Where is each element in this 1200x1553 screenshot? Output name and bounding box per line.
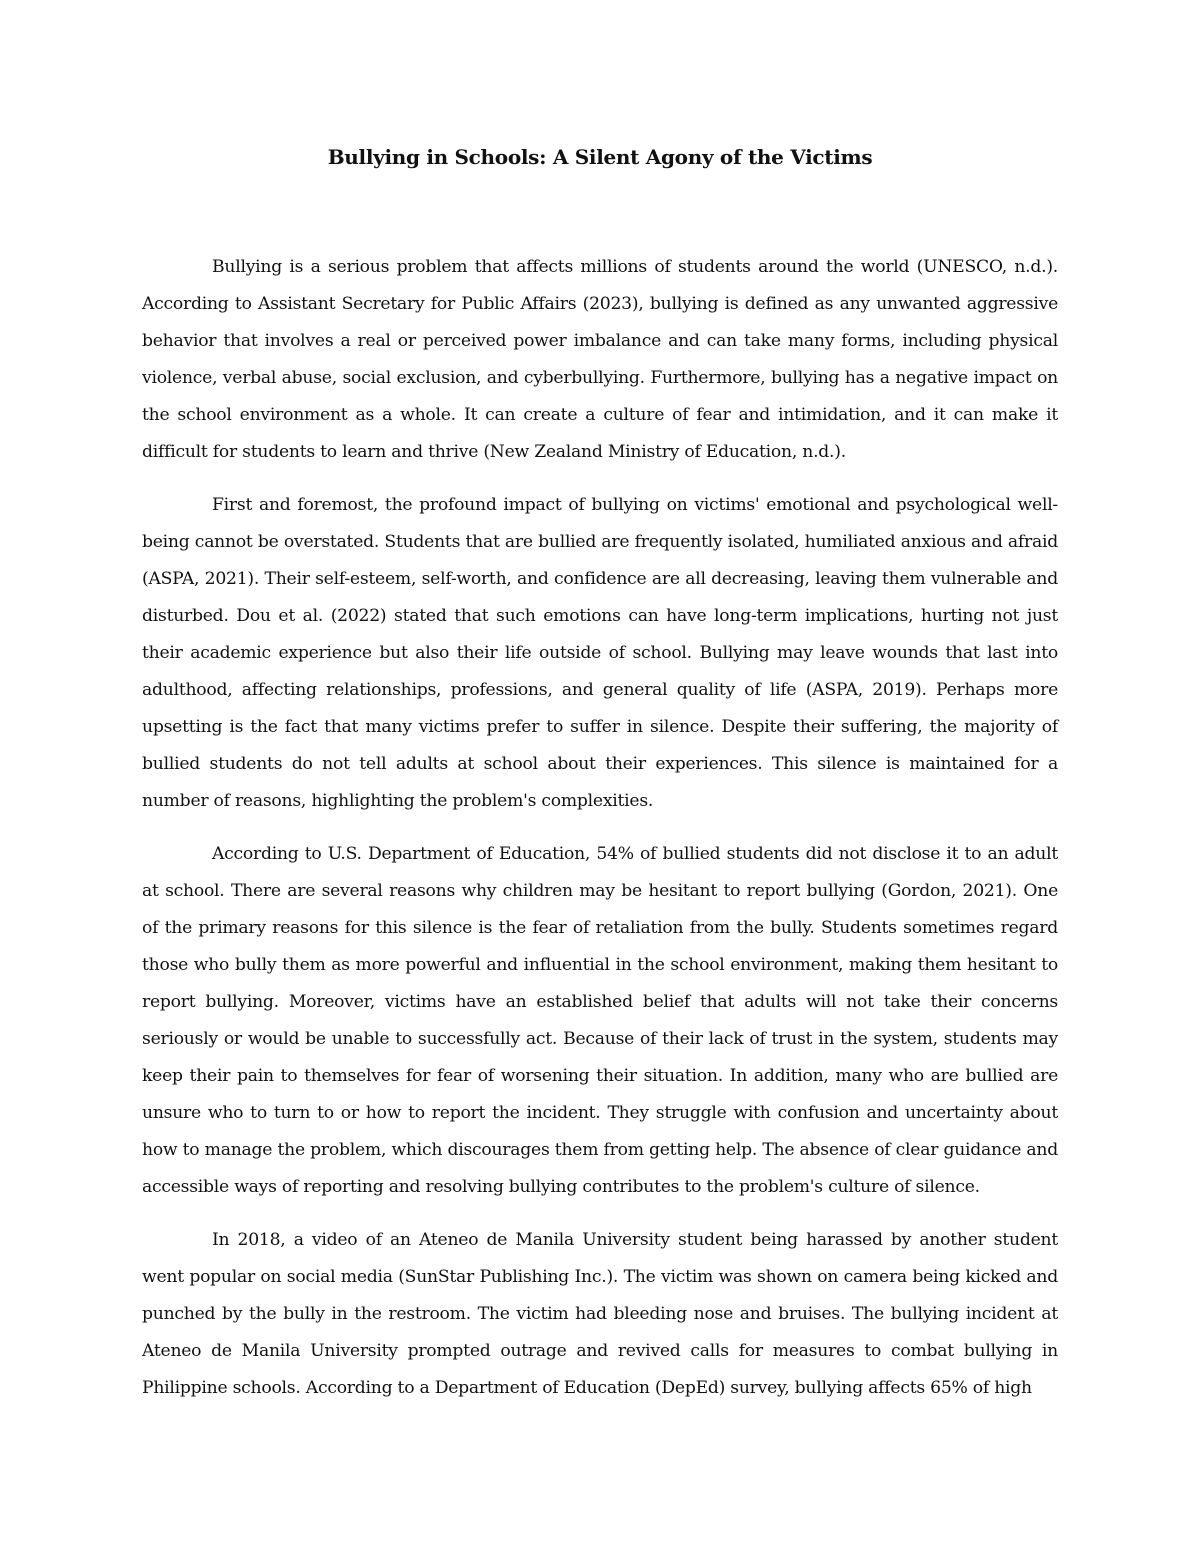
paragraph-4: In 2018, a video of an Ateneo de Manila University student being harassed by another student went popular on social media (SunStar Publishing Inc.). The victim was shown on camera being kicked and punched by the bully in the restroom. The victim had bleeding nose and bruises. The bullying incident at Ateneo de Manila University prompted outrage and revived calls for measures to combat bullying in Philippine schools. According to a Department of Education (DepEd) survey, bullying affects 65% of high <box>142 1230 1058 1398</box>
paragraph-1: Bullying is a serious problem that affects millions of students around the world (UNESCO, n.d.). According to Assistant Secretary for Public Affairs (2023), bullying is defined as any unwanted aggressive behavior that involves a real or perceived power imbalance and can take many forms, including physical violence, verbal abuse, social exclusion, and cyberbullying. Furthermore, bullying has a negative impact on the school environment as a whole. It can create a culture of fear and intimidation, and it can make it difficult for students to learn and thrive (New Zealand Ministry of Education, n.d.). <box>142 257 1058 462</box>
document-body <box>142 249 1058 1423</box>
paragraph-2: First and foremost, the profound impact of bullying on victims' emotional and psychological well-being cannot be overstated. Students that are bullied are frequently isolated, humiliated anxious and afraid (ASPA, 2021). Their self-esteem, self-worth, and confidence are all decreasing, leaving them vulnerable and disturbed. Dou et al. (2022) stated that such emotions can have long-term implications, hurting not just their academic experience but also their life outside of school. Bullying may leave wounds that last into adulthood, affecting relationships, professions, and general quality of life (ASPA, 2019). Perhaps more upsetting is the fact that many victims prefer to suffer in silence. Despite their suffering, the majority of bullied students do not tell adults at school about their experiences. This silence is maintained for a number of reasons, highlighting the problem's complexities. <box>142 495 1058 811</box>
document-title: Bullying in Schools: A Silent Agony of the Victims <box>327 145 873 169</box>
paragraph-3: According to U.S. Department of Education, 54% of bullied students did not disclose it to an adult at school. There are several reasons why children may be hesitant to report bullying (Gordon, 2021). One of the primary reasons for this silence is the fear of retaliation from the bully. Students sometimes regard those who bully them as more powerful and influential in the school environment, making them hesitant to report bullying. Moreover, victims have an established belief that adults will not take their concerns seriously or would be unable to successfully act. Because of their lack of trust in the system, students may keep their pain to themselves for fear of worsening their situation. In addition, many who are bullied are unsure who to turn to or how to report the incident. They struggle with confusion and uncertainty about how to manage the problem, which discourages them from getting help. The absence of clear guidance and accessible ways of reporting and resolving bullying contributes to the problem's culture of silence. <box>142 844 1058 1197</box>
